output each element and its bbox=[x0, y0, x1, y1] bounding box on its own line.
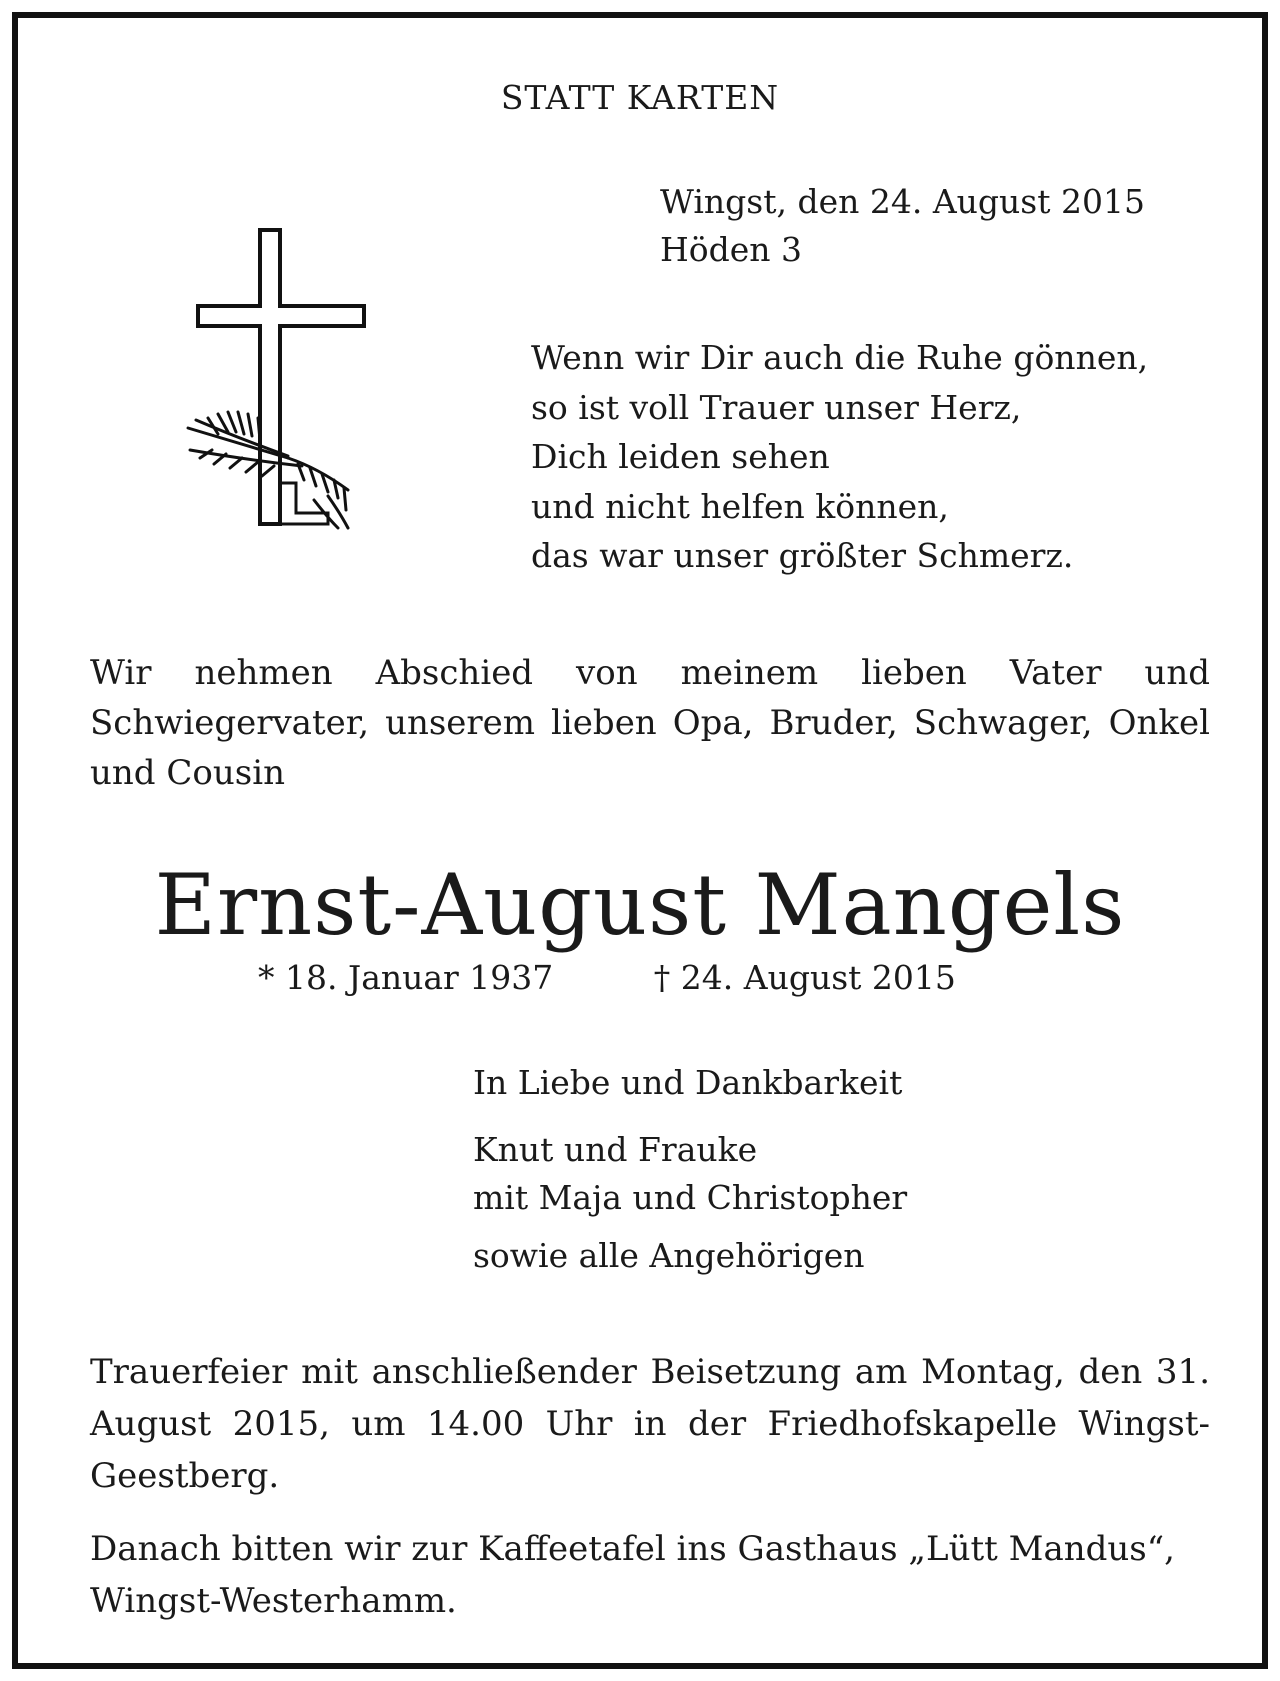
mourner-line: Knut und Frauke bbox=[473, 1130, 758, 1169]
verse-line: Dich leiden sehen bbox=[531, 437, 830, 476]
verse-line: so ist voll Trauer unser Herz, bbox=[531, 387, 1022, 427]
deceased-name: Ernst-August Mangels bbox=[154, 856, 1126, 954]
address: Höden 3 bbox=[660, 230, 803, 269]
birth-date: * 18. Januar 1937 bbox=[258, 958, 554, 997]
cross-with-palm-icon bbox=[178, 228, 398, 578]
verse-line: Wenn wir Dir auch die Ruhe gönnen, bbox=[531, 338, 1149, 377]
mourner-line: mit Maja und Christopher bbox=[473, 1178, 908, 1217]
death-date: † 24. August 2015 bbox=[653, 958, 956, 997]
notice-header: STATT KARTEN bbox=[500, 78, 780, 117]
life-dates bbox=[258, 958, 956, 997]
reception-info: Danach bitten wir zur Kaffeetafel ins Gasthaus „Lütt Mandus“, Wingst-Westerhamm. bbox=[90, 1529, 1175, 1621]
intro-text: Wir nehmen Abschied von meinem lieben Vater und Schwiegervater, unserem lieben Opa, Bruder, Schwager, Onkel und Cousin bbox=[90, 653, 1210, 793]
verse bbox=[531, 333, 1148, 581]
obituary-notice bbox=[12, 12, 1268, 1669]
dedication: In Liebe und Dankbarkeit bbox=[473, 1063, 903, 1102]
place-and-address bbox=[660, 178, 1145, 274]
funeral-info: Trauerfeier mit anschließender Beisetzung am Montag, den 31. August 2015, um 14.00 Uhr in der Friedhofskapelle Wingst-Geestberg. bbox=[90, 1352, 1210, 1496]
verse-line: das war unser größter Schmerz. bbox=[531, 536, 1074, 575]
mourners bbox=[473, 1063, 907, 1275]
place-date: Wingst, den 24. August 2015 bbox=[660, 182, 1145, 221]
verse-line: und nicht helfen können, bbox=[531, 486, 949, 526]
mourner-line: sowie alle Angehörigen bbox=[473, 1236, 865, 1275]
